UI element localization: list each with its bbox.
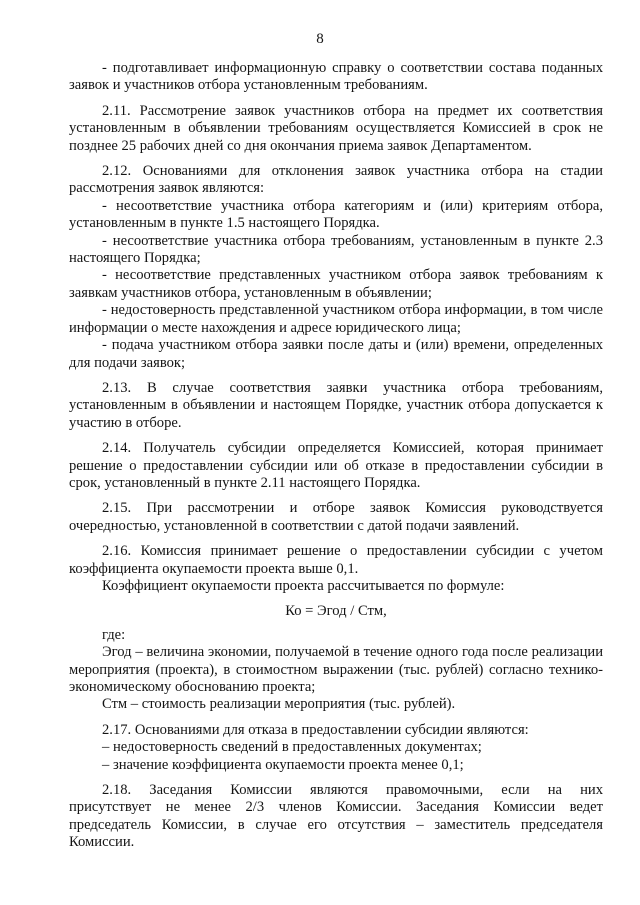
paragraph: Ко = Эгод / Стм, (285, 603, 387, 620)
paragraph: 2.17. Основаниями для отказа в предоставлении субсидии являются: (102, 721, 529, 738)
paragraph: где: (102, 626, 126, 643)
document-body (69, 60, 603, 852)
paragraph: Коэффициент окупаемости проекта рассчитывается по формуле: (102, 577, 505, 594)
paragraph: 2.11. Рассмотрение заявок участников отбора на предмет их соответствия установленным в объявлении требованиям осуществляется Комиссией в срок не позднее 25 рабочих дней со дня окончания приема заявок Департаментом. (69, 102, 603, 154)
paragraph: Стм – стоимость реализации мероприятия (тыс. рублей). (102, 696, 456, 713)
paragraph: 2.14. Получатель субсидии определяется Комиссией, которая принимает решение о предоставлении субсидии или об отказе в предоставлении субсидии в срок, установленный в пункте 2.11 настоящего Порядка. (69, 440, 603, 491)
paragraph: - недостоверность представленной участником отбора информации, в том числе информации о месте нахождения и адресе юридического лица; (69, 302, 603, 336)
paragraph: 2.18. Заседания Комиссии являются правомочными, если на них присутствует не менее 2/3 членов Комиссии. Заседания Комиссии ведет председатель Комиссии, в случае его отсутствия – заместитель председателя Комиссии. (69, 782, 603, 851)
paragraph: - подготавливает информационную справку о соответствии состава поданных заявок и участников отбора установленным требованиям. (69, 60, 603, 94)
paragraph: 2.12. Основаниями для отклонения заявок участника отбора на стадии рассмотрения заявок являются: (69, 163, 603, 197)
paragraph: - подача участником отбора заявки после даты и (или) времени, определенных для подачи заявок; (69, 337, 603, 371)
page-number: 8 (316, 31, 324, 47)
paragraph: 2.16. Комиссия принимает решение о предоставлении субсидии с учетом коэффициента окупаемости проекта выше 0,1. (69, 543, 603, 577)
paragraph: 2.15. При рассмотрении и отборе заявок Комиссия руководствуется очередностью, установленной в соответствии с датой подачи заявлений. (69, 500, 603, 534)
paragraph: - несоответствие участника отбора категориям и (или) критериям отбора, установленным в пункте 1.5 настоящего Порядка. (69, 197, 603, 232)
paragraph: – недостоверность сведений в предоставленных документах; (102, 739, 482, 756)
paragraph: 2.13. В случае соответствия заявки участника отбора требованиям, установленным в объявлении и настоящем Порядке, участник отбора допускается к участию в отборе. (69, 379, 603, 431)
paragraph: - несоответствие представленных участником отбора заявок требованиям к заявкам участников отбора, установленным в объявлении; (69, 267, 603, 301)
paragraph: Эгод – величина экономии, получаемой в течение одного года после реализации мероприятия (проекта), в стоимостном выражении (тыс. рублей) согласно технико-экономическому обоснованию проекта; (69, 644, 603, 695)
paragraph: – значение коэффициента окупаемости проекта менее 0,1; (102, 756, 464, 773)
paragraph: - несоответствие участника отбора требованиям, установленным в пункте 2.3 настоящего Порядка; (69, 232, 603, 267)
